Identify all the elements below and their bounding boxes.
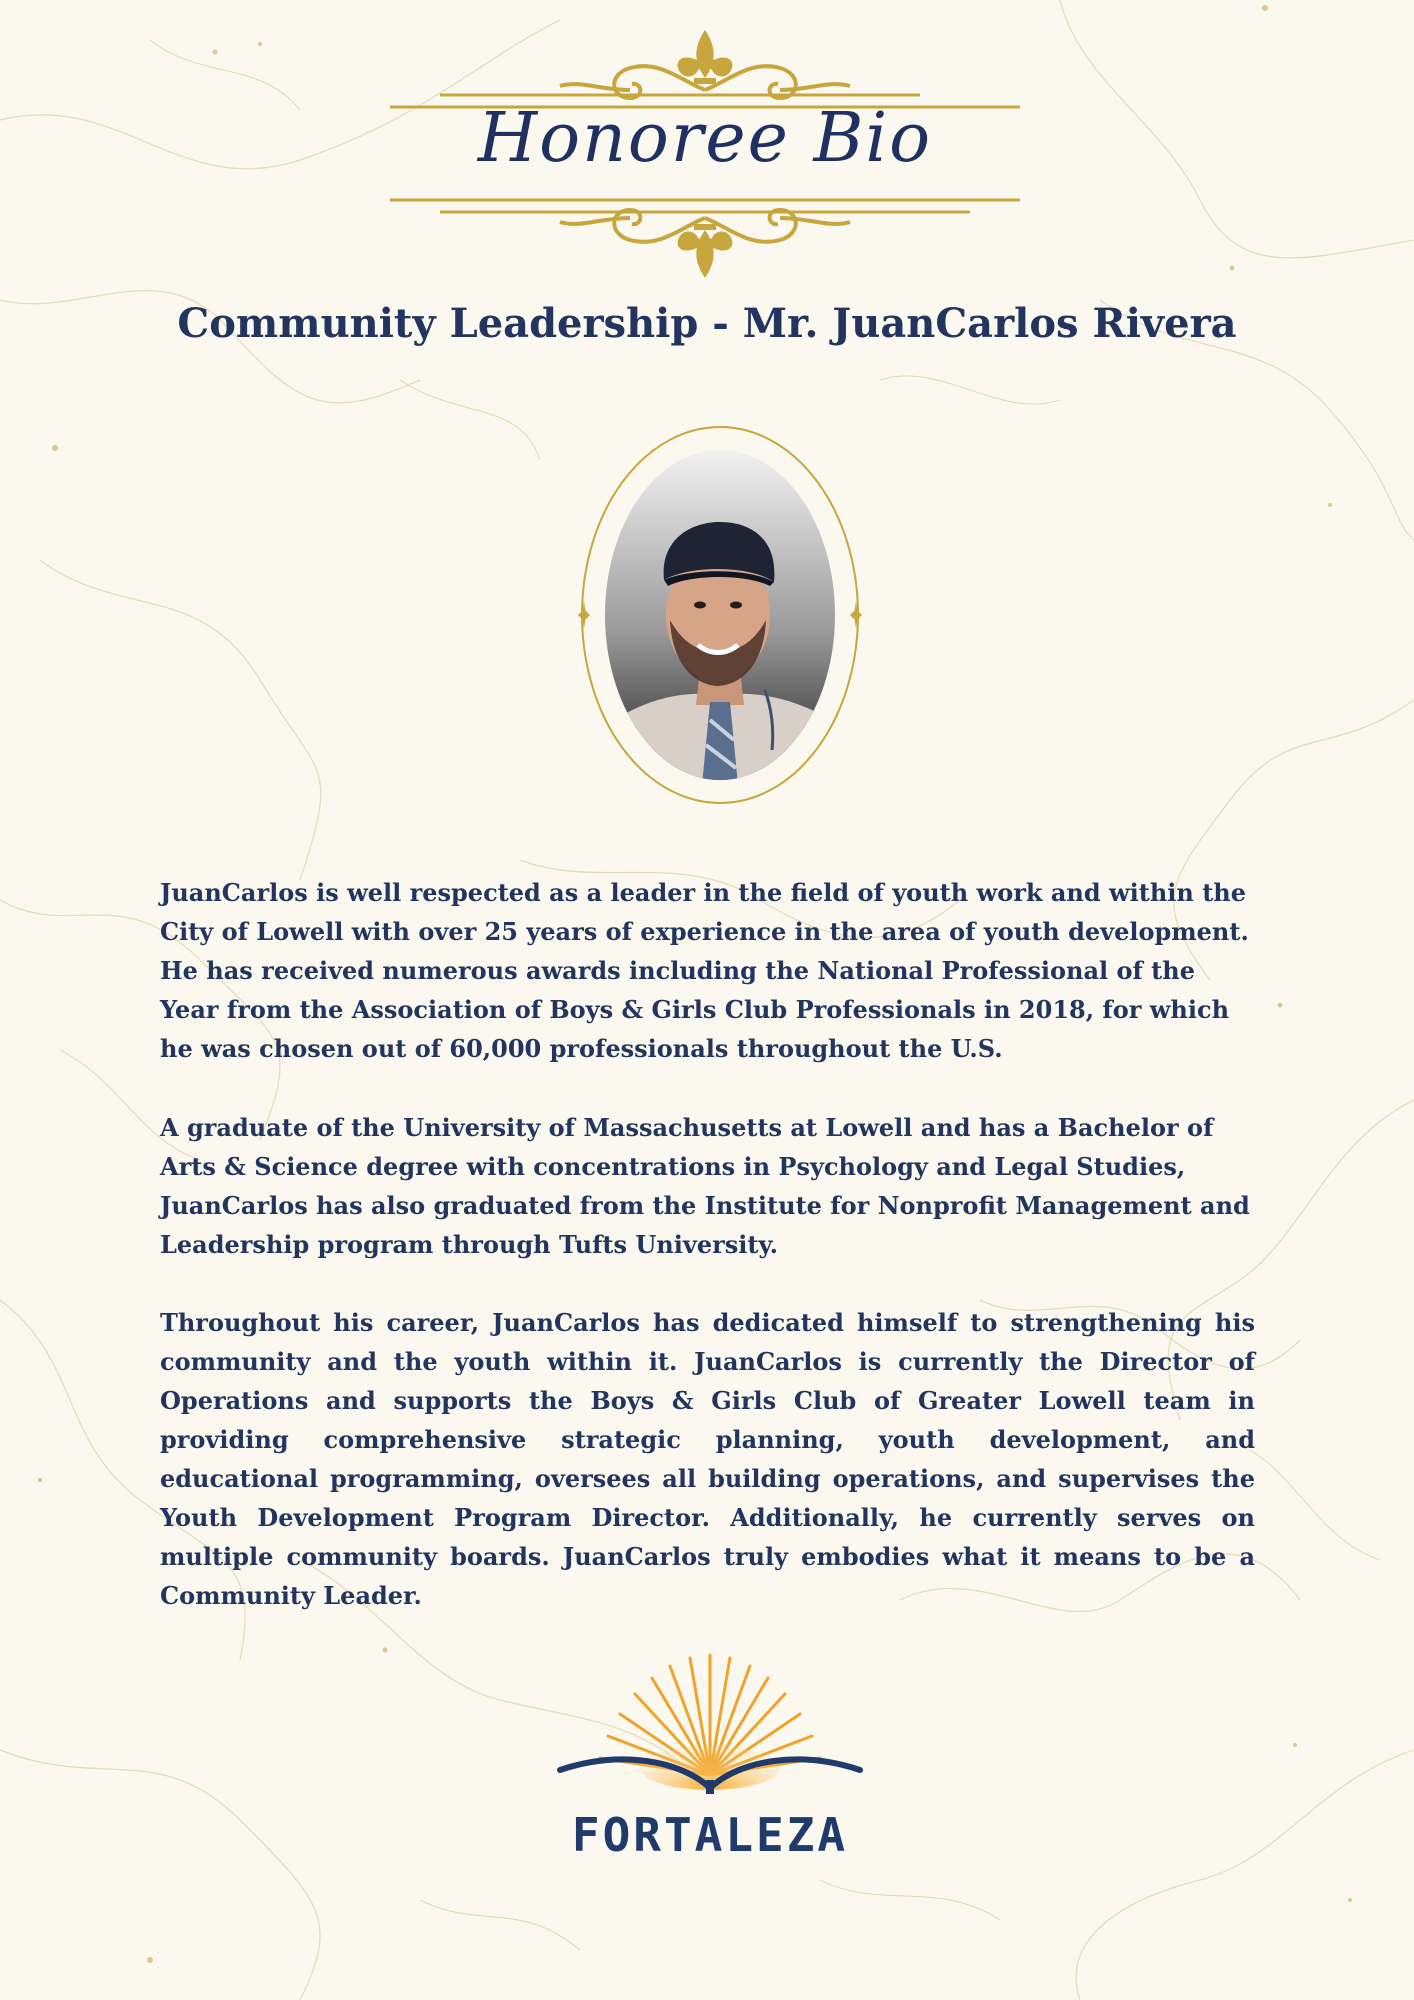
honoree-subtitle: Community Leadership - Mr. JuanCarlos Rivera xyxy=(177,300,1237,347)
portrait-frame xyxy=(560,390,880,840)
left-star-icon xyxy=(578,601,590,629)
right-star-icon xyxy=(850,601,862,629)
portrait-photo xyxy=(600,445,840,785)
bio-paragraph-2: A graduate of the University of Massachusetts at Lowell and has a Bachelor of Arts & Science degree with concentrations in Psychology and Legal Studies, JuanCarlos has also graduated from the Institute for Nonprofit Management and Leadership program through Tufts University. xyxy=(160,1113,1250,1259)
bio-paragraph-3: Throughout his career, JuanCarlos has dedicated himself to strengthening his community and the youth within it. JuanCarlos is currently the Director of Operations and supports the Boys & Girls Club of Greater Lowell team in providing comprehensive strategic planning, youth development, and educational programming, oversees all building operations, and supervises the Youth Development Program Director. Additionally, he currently serves on multiple community boards. JuanCarlos truly embodies what it means to be a Community Leader. xyxy=(160,1308,1255,1610)
bio-paragraph-1: JuanCarlos is well respected as a leader in the field of youth work and within the City of Lowell with over 25 years of experience in the area of youth development. He has received numerous awards including the National Professional of the Year from the Association of Boys & Girls Club Professionals in 2018, for which he was chosen out of 60,000 professionals throughout the U.S. xyxy=(160,878,1249,1063)
top-fleur-de-lis-icon xyxy=(678,30,733,84)
bottom-fleur-de-lis-icon xyxy=(678,224,733,278)
page-title: Honoree Bio xyxy=(477,99,933,178)
fortaleza-wordmark: FORTALEZA xyxy=(571,1808,849,1862)
